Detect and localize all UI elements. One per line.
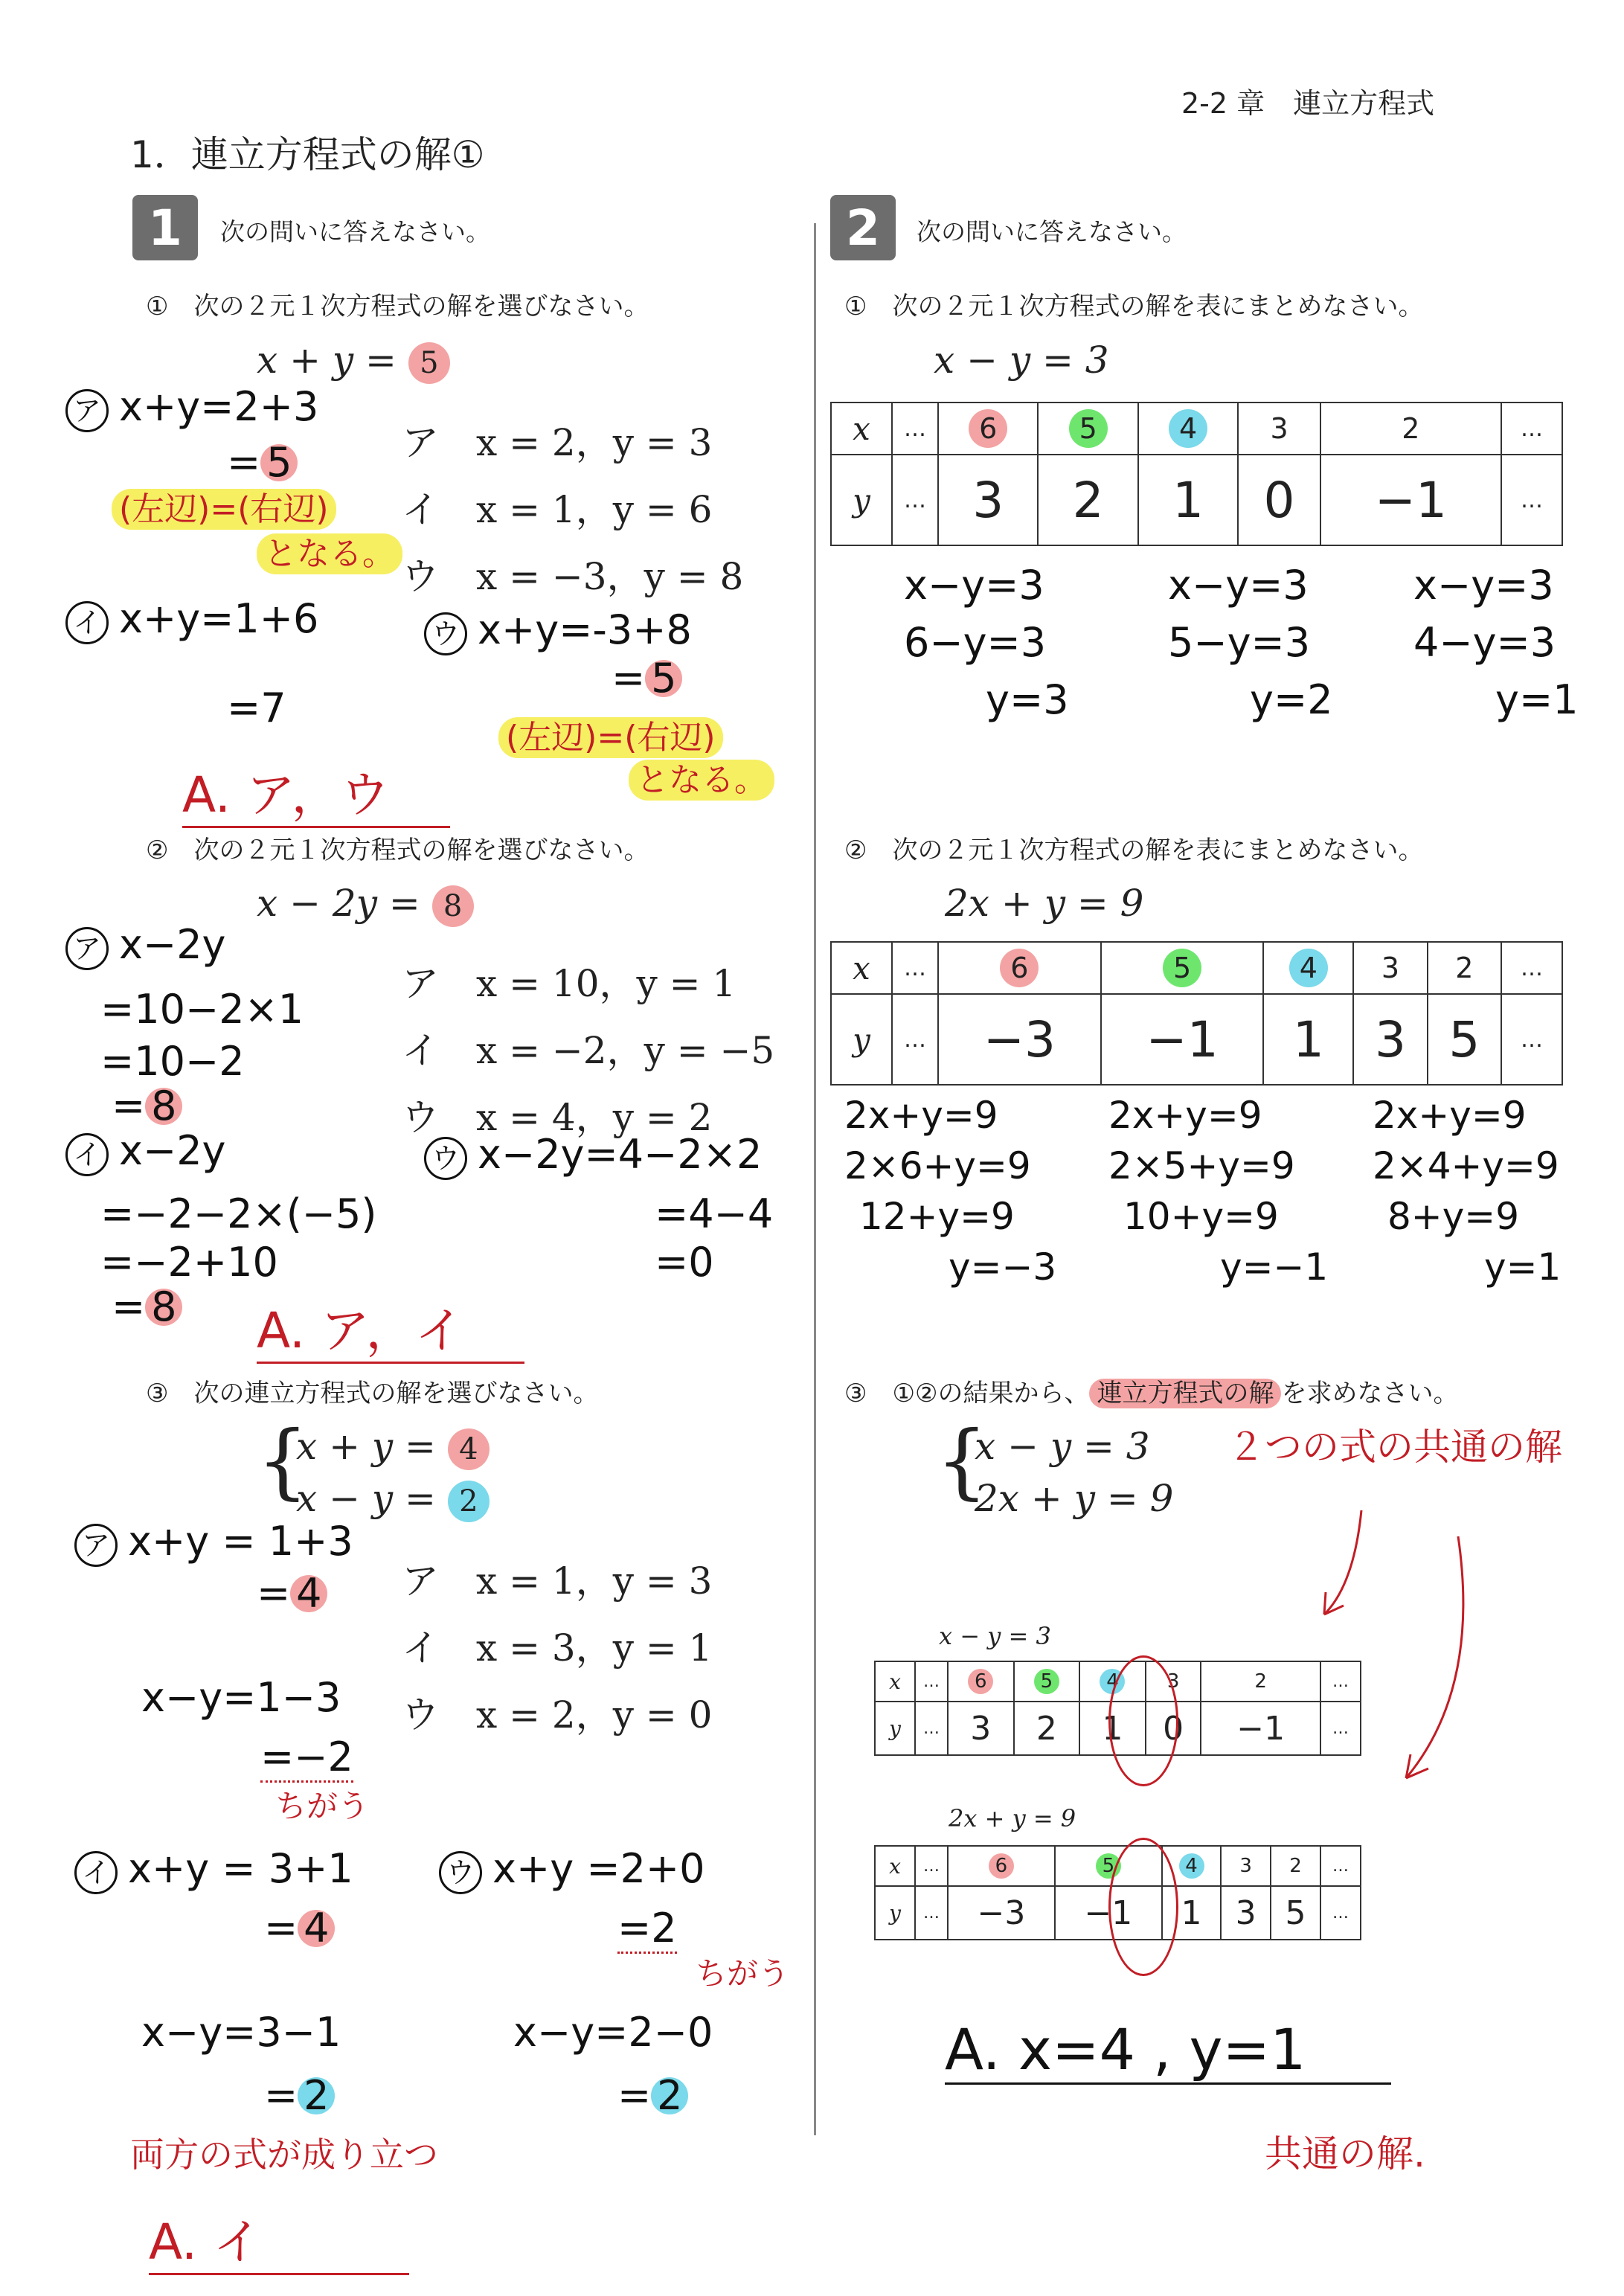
ellipsis-cell: … xyxy=(915,1702,948,1755)
note-becomes xyxy=(257,527,402,574)
system-eq2 xyxy=(296,1477,490,1522)
work-line: y=1 xyxy=(1495,676,1579,723)
work-line: 5−y=3 xyxy=(1168,619,1311,666)
label-highlight: 連立方程式の解 xyxy=(1089,1379,1281,1408)
value-dot-blue: 4 xyxy=(1289,949,1328,987)
system-eq1 xyxy=(296,1425,490,1470)
work-text: = xyxy=(264,2072,298,2119)
note-text: (左辺)=(右辺) xyxy=(112,489,336,530)
ellipsis-cell: … xyxy=(915,1886,948,1940)
ellipsis-cell: … xyxy=(1501,994,1562,1085)
page-title: 1．連立方程式の解① xyxy=(130,133,485,176)
value-dot-red: 4 xyxy=(290,1575,327,1612)
y-cell: 1 xyxy=(1138,455,1238,545)
y-cell: 5 xyxy=(1428,994,1501,1085)
value-dot-blue: 2 xyxy=(448,1481,490,1522)
q1-part3-option-u: ウ x = 2，y = 0 xyxy=(402,1693,713,1737)
work-line: 8+y=9 xyxy=(1387,1195,1520,1238)
work-a-line1 xyxy=(65,383,318,432)
ellipsis-cell: … xyxy=(1320,1846,1361,1886)
equation-text: x + y = xyxy=(257,339,408,382)
equation-text: x − y = xyxy=(296,1477,448,1520)
work-line: y=1 xyxy=(1484,1245,1562,1289)
work-text: = xyxy=(257,1570,291,1617)
work-text: = xyxy=(264,1905,298,1952)
work-line: 2×6+y=9 xyxy=(844,1144,1031,1187)
question-2-number: 2 xyxy=(830,195,896,260)
question-1-number: 1 xyxy=(132,195,198,260)
x-header: x xyxy=(831,403,892,455)
q2p2-work-col3 xyxy=(1373,1094,1561,1289)
work-line: y=3 xyxy=(986,676,1069,723)
value-dot-blue: 4 xyxy=(1100,1669,1125,1694)
mark-u-circle: ウ xyxy=(424,612,467,655)
work3-i-line4 xyxy=(264,2072,335,2119)
y-cell: 1 xyxy=(1162,1886,1221,1940)
work-line: 2x+y=9 xyxy=(1108,1094,1262,1137)
x-cell xyxy=(938,403,1038,455)
work2-u-line2: =4−4 xyxy=(655,1190,774,1237)
value-dot-green: 5 xyxy=(1096,1853,1121,1879)
work3-u-line3: x−y=2−0 xyxy=(513,2009,713,2056)
q1-part1-option-u: ウ x = −3，y = 8 xyxy=(402,555,744,598)
value-dot-red: 4 xyxy=(298,1910,335,1947)
work-line: 12+y=9 xyxy=(859,1195,1015,1238)
work-line: 2×4+y=9 xyxy=(1373,1144,1559,1187)
y-cell: 3 xyxy=(948,1702,1014,1755)
q2p1-work-col2 xyxy=(1168,562,1333,723)
x-cell xyxy=(948,1661,1014,1702)
x-header: x xyxy=(875,1661,915,1702)
work-line: y=−3 xyxy=(949,1245,1057,1289)
q2-part2-label: ② 次の２元１次方程式の解を表にまとめなさい。 xyxy=(844,836,1424,865)
mark-a-circle: ア xyxy=(65,389,109,432)
y-header: y xyxy=(875,1886,915,1940)
work-text: = xyxy=(617,2072,652,2119)
mini1-equation: x − y = 3 xyxy=(939,1622,1051,1650)
x-cell xyxy=(948,1846,1055,1886)
value-dot-red: 5 xyxy=(408,342,450,384)
question-2-instruction: 次の問いに答えなさい。 xyxy=(917,217,1187,246)
work-u-line1 xyxy=(424,606,692,655)
y-cell: 3 xyxy=(1353,994,1427,1085)
note-text: となる。 xyxy=(257,533,402,574)
work3-u-line2: =2 xyxy=(617,1905,677,1954)
answer-part2: A. ア，イ xyxy=(257,1291,524,1364)
work2-u-line1 xyxy=(424,1131,762,1180)
ellipsis-cell: … xyxy=(892,994,938,1085)
ellipsis-cell: … xyxy=(1501,942,1562,994)
work-text: x+y =2+0 xyxy=(492,1845,705,1892)
work-line: x−y=3 xyxy=(1413,562,1554,609)
value-dot-red: 6 xyxy=(989,1853,1014,1879)
work3-a-wrong: ちがう xyxy=(275,1788,370,1824)
work-line: 4−y=3 xyxy=(1413,619,1556,666)
work2-i-line3: =−2+10 xyxy=(100,1239,278,1286)
work2-a-line4 xyxy=(112,1083,182,1129)
q1-part2-option-u: ウ x = 4，y = 2 xyxy=(402,1096,713,1139)
y-cell: 1 xyxy=(1079,1702,1146,1755)
equation-text: x + y = xyxy=(296,1425,448,1468)
x-cell xyxy=(1014,1661,1080,1702)
note-left-right-equal-2 xyxy=(498,711,723,758)
work3-a-line2 xyxy=(257,1570,327,1617)
q2-part1-table xyxy=(830,402,1563,546)
work-i-line2: =7 xyxy=(227,684,286,731)
mark-i-circle: イ xyxy=(74,1851,118,1894)
table-y-row xyxy=(831,994,1562,1085)
y-cell: 2 xyxy=(1038,455,1137,545)
mark-a-circle: ア xyxy=(74,1524,118,1567)
work-line: 2x+y=9 xyxy=(844,1094,998,1137)
q2-part1-equation: x − y = 3 xyxy=(934,339,1109,382)
work3-a-line3: x−y=1−3 xyxy=(141,1674,341,1721)
ellipsis-cell: … xyxy=(892,455,938,545)
system-brace: { xyxy=(257,1413,309,1508)
note-text: となる。 xyxy=(629,760,774,801)
work-text: x+y=-3+8 xyxy=(478,606,692,653)
work3-i-line3: x−y=3−1 xyxy=(141,2009,341,2056)
value-dot-red: 5 xyxy=(645,660,682,697)
x-cell xyxy=(1138,403,1238,455)
value-dot-blue: 4 xyxy=(1169,409,1207,448)
value-dot-red: 6 xyxy=(969,409,1007,448)
arrows-svg xyxy=(1309,1503,1495,1800)
q1-part1-equation xyxy=(257,339,450,384)
work3-i-line1 xyxy=(74,1845,353,1894)
work-text: = xyxy=(612,655,646,702)
y-cell: −1 xyxy=(1320,455,1501,545)
column-divider xyxy=(814,223,816,2135)
work-line: 2×5+y=9 xyxy=(1108,1144,1295,1187)
q1-part3-label: ③ 次の連立方程式の解を選びなさい。 xyxy=(146,1379,599,1408)
q1-part1-option-a: ア x = 2，y = 3 xyxy=(402,421,713,464)
y-header: y xyxy=(831,994,892,1085)
ellipsis-cell: … xyxy=(1320,1886,1361,1940)
ellipsis-cell: … xyxy=(915,1661,948,1702)
work-u-line2 xyxy=(612,655,682,702)
q2p2-work-col2 xyxy=(1108,1094,1328,1289)
work2-i-line1 xyxy=(65,1127,226,1176)
work-text: x+y = 3+1 xyxy=(128,1845,353,1892)
work-text: x+y=1+6 xyxy=(119,595,319,642)
y-cell: 0 xyxy=(1146,1702,1201,1755)
ellipsis-cell: … xyxy=(1320,1702,1361,1755)
work-line: x−y=3 xyxy=(1168,562,1309,609)
table-y-row xyxy=(831,455,1562,545)
work-text: x−2y xyxy=(119,921,226,968)
y-cell: 2 xyxy=(1014,1702,1080,1755)
y-cell: −3 xyxy=(938,994,1101,1085)
work-text: = xyxy=(227,439,261,486)
q2p1-work-col3 xyxy=(1413,562,1579,723)
work-line: x−y=3 xyxy=(904,562,1044,609)
ellipsis-cell: … xyxy=(892,942,938,994)
mark-i-circle: イ xyxy=(65,1133,109,1176)
value-dot-green: 5 xyxy=(1163,949,1201,987)
value-dot-red: 4 xyxy=(448,1428,490,1470)
value-dot-green: 5 xyxy=(1034,1669,1059,1694)
work3-u-line4 xyxy=(617,2072,688,2119)
equation-text: x − 2y = xyxy=(257,882,432,925)
circle-highlight-2 xyxy=(1108,1838,1178,1976)
work2-a-line2: =10−2×1 xyxy=(100,986,304,1033)
y-cell: −1 xyxy=(1101,994,1264,1085)
q1-part3-option-i: イ x = 3，y = 1 xyxy=(402,1626,713,1670)
q1-part2-equation xyxy=(257,882,474,927)
note-both-hold: 両方の式が成り立つ xyxy=(130,2135,438,2175)
q1-part2-option-i: イ x = −2，y = −5 xyxy=(402,1029,775,1072)
circle-highlight-1 xyxy=(1108,1655,1178,1786)
work-text: x+y=2+3 xyxy=(119,383,319,430)
q1-part2-label: ② 次の２元１次方程式の解を選びなさい。 xyxy=(146,836,649,865)
y-cell: 3 xyxy=(1221,1886,1271,1940)
work-i-line1 xyxy=(65,595,318,644)
y-cell: −1 xyxy=(1201,1702,1320,1755)
q1-part2-option-a: ア x = 10，y = 1 xyxy=(402,962,736,1005)
work-text: = xyxy=(112,1283,146,1330)
value-dot-red: 8 xyxy=(145,1088,182,1125)
work2-u-line3: =0 xyxy=(655,1239,714,1286)
value-dot-blue: 2 xyxy=(651,2077,688,2114)
mark-u-circle: ウ xyxy=(439,1851,482,1894)
value-dot-blue: 4 xyxy=(1179,1853,1204,1879)
x-header: x xyxy=(875,1846,915,1886)
q2p2-work-col1 xyxy=(844,1094,1056,1289)
work-line: 10+y=9 xyxy=(1123,1195,1279,1238)
table-x-row xyxy=(831,942,1562,994)
final-answer-note: 共通の解. xyxy=(1265,2132,1425,2175)
y-cell: 0 xyxy=(1238,455,1320,545)
value-dot-red: 6 xyxy=(968,1669,993,1694)
y-cell: −1 xyxy=(1055,1886,1162,1940)
q1-part1-label: ① 次の２元１次方程式の解を選びなさい。 xyxy=(146,292,649,321)
work3-u-line1 xyxy=(439,1845,705,1894)
ellipsis-cell: … xyxy=(1501,403,1562,455)
work-line: y=−1 xyxy=(1220,1245,1329,1289)
work-a-line2 xyxy=(227,439,298,486)
x-cell: 3 xyxy=(1353,942,1427,994)
x-cell: 3 xyxy=(1146,1661,1201,1702)
work-text: = xyxy=(112,1083,146,1129)
mini2-equation: 2x + y = 9 xyxy=(949,1804,1076,1832)
x-header: x xyxy=(831,942,892,994)
work2-i-line4 xyxy=(112,1283,182,1330)
label-text: を求めなさい。 xyxy=(1281,1379,1459,1408)
y-cell: 1 xyxy=(1263,994,1353,1085)
x-cell: 2 xyxy=(1201,1661,1320,1702)
work-text: x+y = 1+3 xyxy=(128,1518,353,1565)
work-text: x−2y xyxy=(119,1127,226,1174)
answer-part1: A. ア，ウ xyxy=(182,755,450,828)
mark-i-circle: イ xyxy=(65,601,109,644)
answer-part3: A. イ xyxy=(149,2202,409,2275)
final-answer: A. x=4 , y=1 xyxy=(945,2016,1391,2085)
x-cell xyxy=(1263,942,1353,994)
value-dot-blue: 2 xyxy=(298,2077,335,2114)
y-cell: 5 xyxy=(1271,1886,1320,1940)
ellipsis-cell: … xyxy=(1320,1661,1361,1702)
x-cell: 3 xyxy=(1238,403,1320,455)
work2-i-line2: =−2−2×(−5) xyxy=(100,1190,377,1237)
label-text: ③ ①②の結果から、 xyxy=(844,1379,1090,1408)
work3-u-wrong: ちがう xyxy=(696,1955,790,1992)
work-line: 6−y=3 xyxy=(904,619,1047,666)
x-cell: 2 xyxy=(1271,1846,1320,1886)
q2-part3-label xyxy=(844,1373,1458,1409)
note-text: (左辺)=(右辺) xyxy=(498,717,723,758)
value-dot-red: 6 xyxy=(1000,949,1039,987)
arrow-left xyxy=(1324,1510,1361,1614)
q1-part1-option-i: イ x = 1，y = 6 xyxy=(402,488,713,531)
chapter-label: 2-2 章 連立方程式 xyxy=(1181,87,1435,120)
work-line: 2x+y=9 xyxy=(1373,1094,1527,1137)
q2-part2-equation: 2x + y = 9 xyxy=(945,882,1144,925)
note-common-solution: ２つの式の共通の解 xyxy=(1227,1426,1562,1469)
value-dot-red: 5 xyxy=(260,444,298,481)
x-cell: 2 xyxy=(1320,403,1501,455)
value-dot-green: 5 xyxy=(1069,409,1108,448)
q2-part1-label: ① 次の２元１次方程式の解を表にまとめなさい。 xyxy=(844,292,1424,321)
y-cell: 3 xyxy=(938,455,1038,545)
arrow-right xyxy=(1406,1536,1463,1778)
system-brace: { xyxy=(936,1413,988,1508)
q2-system-eq1: x − y = 3 xyxy=(975,1425,1150,1468)
work-line: y=2 xyxy=(1250,676,1333,723)
ellipsis-cell: … xyxy=(915,1846,948,1886)
question-1-instruction: 次の問いに答えなさい。 xyxy=(220,217,490,246)
note-becomes-2 xyxy=(629,753,774,801)
value-dot-red: 8 xyxy=(432,885,474,927)
y-header: y xyxy=(875,1702,915,1755)
q2-part2-table xyxy=(830,941,1563,1086)
q2-system-eq2: 2x + y = 9 xyxy=(975,1477,1174,1520)
ellipsis-cell: … xyxy=(892,403,938,455)
q2p1-work-col1 xyxy=(904,562,1069,723)
q1-part3-option-a: ア x = 1，y = 3 xyxy=(402,1559,713,1603)
mark-u-circle: ウ xyxy=(424,1137,467,1180)
mark-a-circle: ア xyxy=(65,927,109,970)
y-header: y xyxy=(831,455,892,545)
work3-a-line4: =−2 xyxy=(260,1734,353,1783)
x-cell: 2 xyxy=(1428,942,1501,994)
work2-a-line3: =10−2 xyxy=(100,1038,245,1085)
ellipsis-cell: … xyxy=(1501,455,1562,545)
x-cell xyxy=(1101,942,1264,994)
value-dot-red: 8 xyxy=(145,1289,182,1326)
x-cell xyxy=(1038,403,1137,455)
x-cell xyxy=(938,942,1101,994)
y-cell: −3 xyxy=(948,1886,1055,1940)
x-cell: 3 xyxy=(1221,1846,1271,1886)
table-x-row xyxy=(831,403,1562,455)
work3-i-line2 xyxy=(264,1905,335,1952)
note-left-right-equal xyxy=(112,482,336,530)
work2-a-line1 xyxy=(65,921,226,970)
work-text: x−2y=4−2×2 xyxy=(478,1131,763,1178)
work3-a-line1 xyxy=(74,1518,353,1567)
